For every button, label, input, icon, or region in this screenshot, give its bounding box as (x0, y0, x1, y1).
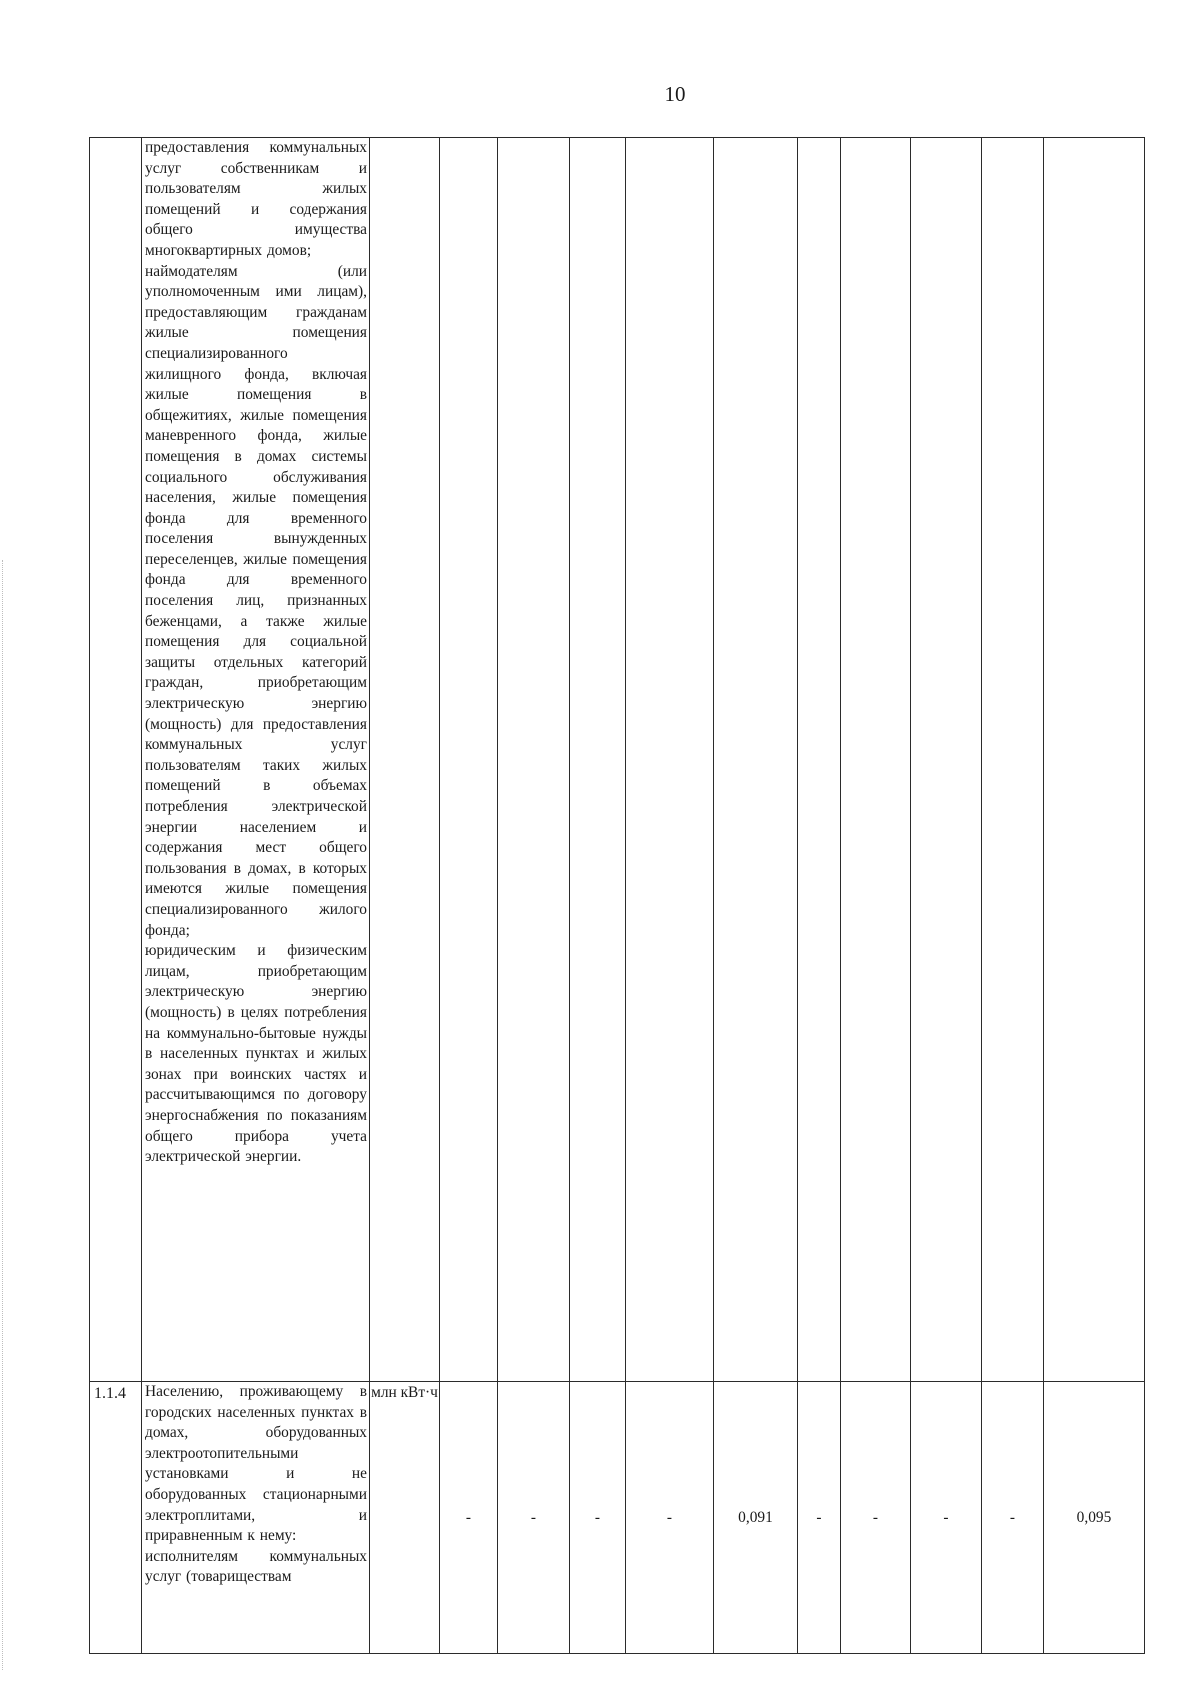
value-cell: 0,091 (714, 1382, 798, 1654)
value-cell: - (798, 1382, 841, 1654)
row-unit (370, 138, 440, 1382)
value-cell (982, 138, 1044, 1382)
value-cell: - (911, 1382, 982, 1654)
row-description (142, 138, 370, 1382)
row-description (142, 1382, 370, 1654)
value-cell (714, 138, 798, 1382)
value-cell: - (570, 1382, 626, 1654)
value-cell: - (498, 1382, 570, 1654)
value-cell (440, 138, 498, 1382)
description-paragraph: исполнителям коммунальных услуг (товариществам (145, 1547, 367, 1586)
value-cell (626, 138, 714, 1382)
tariff-table (89, 137, 1145, 1654)
value-cell: - (440, 1382, 498, 1654)
value-cell (498, 138, 570, 1382)
row-unit: млн кВт·ч (370, 1382, 440, 1654)
value-cell (1044, 138, 1145, 1382)
description-paragraph: Населению, проживающему в городских населенных пунктах в домах, оборудованных электроотопительными установками и не оборудованных стационарными электроплитами, и приравненным к нему: (145, 1383, 367, 1545)
value-cell: - (982, 1382, 1044, 1654)
scan-edge-marks (2, 560, 7, 1670)
value-cell (911, 138, 982, 1382)
value-cell: 0,095 (1044, 1382, 1145, 1654)
value-cell: - (841, 1382, 911, 1654)
description-paragraph: предоставления коммунальных услуг собственникам и пользователям жилых помещений и содержания общего имущества многоквартирных домов; (145, 139, 367, 259)
description-paragraph: юридическим и физическим лицам, приобретающим электрическую энергию (мощность) в целях потребления на коммунально-бытовые нужды в населенных пунктах и жилых зонах при воинских частях и рассчитывающимся по договору энергоснабжения по показаниям общего прибора учета электрической энергии. (145, 942, 367, 1166)
table-row (90, 138, 1145, 1382)
value-cell (570, 138, 626, 1382)
row-number (90, 138, 142, 1382)
row-number: 1.1.4 (90, 1382, 142, 1654)
value-cell (841, 138, 911, 1382)
value-cell: - (626, 1382, 714, 1654)
table-row (90, 1382, 1145, 1654)
description-paragraph: наймодателям (или уполномоченным ими лицам), предоставляющим гражданам жилые помещения специализированного жилищного фонда, включая жилые помещения в общежитиях, жилые помещения маневренного фонда, жилые помещения в домах системы социального обслуживания населения, жилые помещения фонда для временного поселения вынужденных переселенцев, жилые помещения фонда для временного поселения лиц, признанных беженцами, а также жилые помещения для социальной защиты отдельных категорий граждан, приобретающим электрическую энергию (мощность) для предоставления коммунальных услуг пользователям таких жилых помещений в объемах потребления электрической энергии населением и содержания мест общего пользования в домах, в которых имеются жилые помещения специализированного жилого фонда; (145, 262, 367, 939)
value-cell (798, 138, 841, 1382)
page-number: 10 (664, 82, 686, 106)
